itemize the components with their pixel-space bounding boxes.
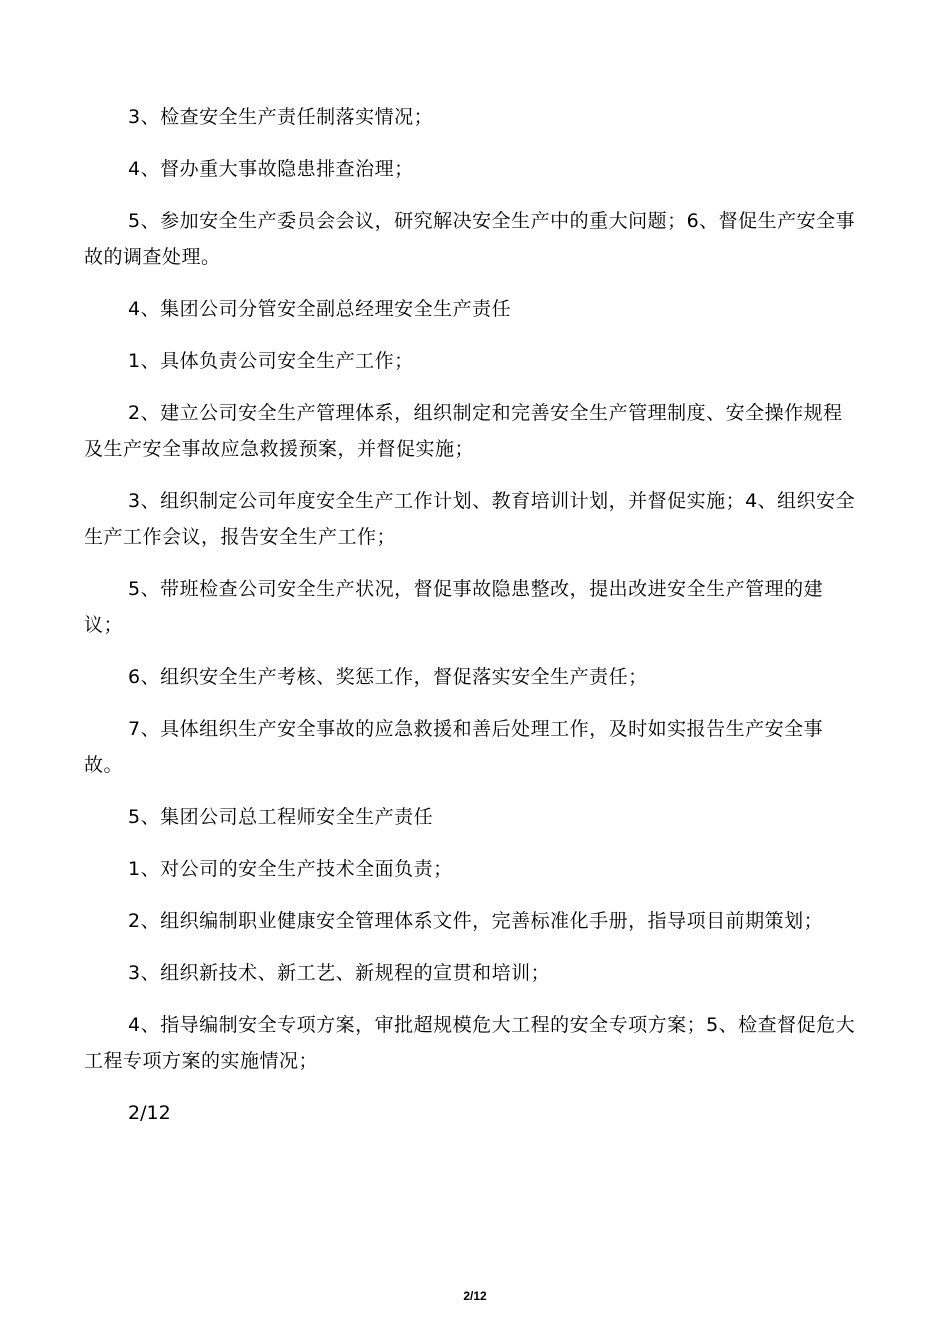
- paragraph: 5、参加安全生产委员会会议，研究解决安全生产中的重大问题；6、督促生产安全事故的调查处理。: [84, 210, 856, 268]
- section-heading: 5、集团公司总工程师安全生产责任: [128, 806, 434, 828]
- paragraph: 6、组织安全生产考核、奖惩工作，督促落实安全生产责任；: [128, 666, 648, 688]
- paragraph: 1、具体负责公司安全生产工作；: [128, 350, 414, 372]
- inline-page-number: 2/12: [128, 1102, 171, 1124]
- section-heading: 4、集团公司分管安全副总经理安全生产责任: [128, 298, 512, 320]
- paragraph: 2、建立公司安全生产管理体系，组织制定和完善安全生产管理制度、安全操作规程及生产安全事故应急救援预案，并督促实施；: [84, 402, 843, 460]
- paragraph: 7、具体组织生产安全事故的应急救援和善后处理工作，及时如实报告生产安全事故。: [84, 718, 824, 776]
- paragraph: 3、组织新技术、新工艺、新规程的宣贯和培训；: [128, 962, 551, 984]
- paragraph: 3、组织制定公司年度安全生产工作计划、教育培训计划，并督促实施；4、组织安全生产工作会议，报告安全生产工作；: [84, 490, 856, 548]
- paragraph: 5、带班检查公司安全生产状况，督促事故隐患整改，提出改进安全生产管理的建议；: [84, 578, 824, 636]
- paragraph: 4、指导编制安全专项方案，审批超规模危大工程的安全专项方案；5、检查督促危大工程专项方案的实施情况；: [84, 1014, 856, 1072]
- document-body: [84, 99, 859, 1131]
- paragraph: 1、对公司的安全生产技术全面负责；: [128, 858, 453, 880]
- footer-page-number: 2/12: [463, 1289, 487, 1303]
- paragraph: 3、检查安全生产责任制落实情况；: [128, 106, 434, 128]
- paragraph: 2、组织编制职业健康安全管理体系文件，完善标准化手册，指导项目前期策划；: [128, 910, 824, 932]
- paragraph: 4、督办重大事故隐患排查治理；: [128, 158, 414, 180]
